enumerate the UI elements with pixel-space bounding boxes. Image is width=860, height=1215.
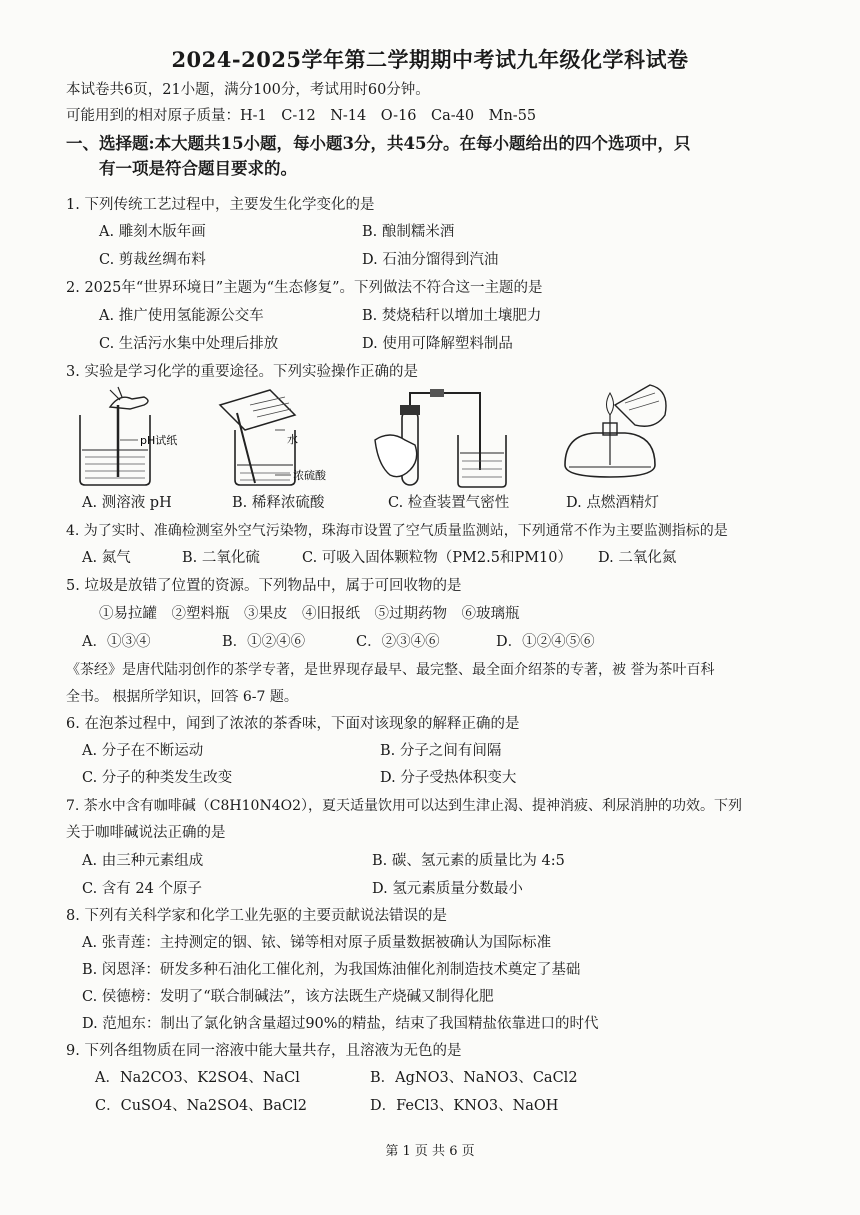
q7-option-b: B. 碳、氢元素的质量比为 4:5: [372, 853, 565, 869]
q4-option-d: D. 二氧化氮: [598, 550, 677, 566]
q7-option-c: C. 含有 24 个原子: [82, 881, 202, 897]
q2-option-c: C. 生活污水集中处理后排放: [99, 336, 279, 352]
q9-option-c: C．CuSO4、Na2SO4、BaCl2: [95, 1098, 307, 1114]
q6-option-a: A. 分子在不断运动: [82, 743, 204, 759]
q2-option-a: A. 推广使用氢能源公交车: [99, 308, 264, 324]
q3-option-a: A. 测溶液 pH: [82, 495, 172, 511]
q3-stem: 3. 实验是学习化学的重要途径。下列实验操作正确的是: [66, 364, 418, 380]
q3-option-b: B. 稀释浓硫酸: [232, 495, 325, 511]
figure-dilute-acid: [215, 385, 365, 490]
q6-option-b: B. 分子之间有间隔: [380, 743, 502, 759]
q3-option-d: D. 点燃酒精灯: [566, 495, 659, 511]
q9-option-b: B．AgNO3、NaNO3、CaCl2: [370, 1070, 578, 1086]
q6-stem: 6. 在泡茶过程中，闻到了浓浓的茶香味，下面对该现象的解释正确的是: [66, 716, 520, 732]
q5-option-c: C．②③④⑥: [356, 634, 440, 650]
q7-stem-2: 关于咖啡碱说法正确的是: [66, 825, 226, 841]
q4-option-c: C. 可吸入固体颗粒物（PM2.5和PM10）: [302, 550, 573, 566]
q2-option-b: B. 焚烧秸秆以增加土壤肥力: [362, 308, 542, 324]
q1-option-b: B. 酿制糯米酒: [362, 224, 455, 240]
q1-option-d: D. 石油分馏得到汽油: [362, 252, 499, 268]
q1-option-c: C. 剪裁丝绸布料: [99, 252, 206, 268]
q8-option-a: A. 张青莲：主持测定的铟、铱、锑等相对原子质量数据被确认为国际标准: [82, 935, 552, 951]
q1-option-a: A. 雕刻木版年画: [99, 224, 206, 240]
q9-option-a: A．Na2CO3、K2SO4、NaCl: [95, 1070, 300, 1086]
page-footer: 第 1 页 共 6 页: [385, 1144, 475, 1159]
q8-stem: 8. 下列有关科学家和化学工业先驱的主要贡献说法错误的是: [66, 908, 447, 924]
section-1-heading: 一、选择题:本大题共15小题，每小题3分，共45分。在每小题给出的四个选项中，只: [66, 134, 691, 153]
q4-option-b: B. 二氧化硫: [182, 550, 260, 566]
q7-option-a: A. 由三种元素组成: [82, 853, 204, 869]
q5-option-d: D．①②④⑤⑥: [496, 634, 595, 650]
q7-option-d: D. 氢元素质量分数最小: [372, 881, 523, 897]
label-sulfuric-acid: 浓硫酸: [293, 469, 326, 482]
q5-items: ①易拉罐 ②塑料瓶 ③果皮 ④旧报纸 ⑤过期药物 ⑥玻璃瓶: [99, 606, 520, 622]
q5-stem: 5. 垃圾是放错了位置的资源。下列物品中，属于可回收物的是: [66, 578, 462, 594]
q8-option-d: D. 范旭东：制出了氯化钠含量超过90%的精盐，结束了我国精盐依靠进口的时代: [82, 1016, 599, 1032]
q6-option-d: D. 分子受热体积变大: [380, 770, 517, 786]
q9-option-d: D．FeCl3、KNO3、NaOH: [370, 1098, 559, 1114]
q7-stem-1: 7. 茶水中含有咖啡碱（C8H10N4O2），夏天适量饮用可以达到生津止渴、提神消疲、利尿消肿的功效。下列: [66, 798, 742, 814]
q4-option-a: A. 氮气: [82, 550, 131, 566]
q8-option-c: C. 侯德榜：发明了“联合制碱法”，该方法既生产烧碱又制得化肥: [82, 989, 494, 1005]
label-water: 水: [287, 433, 298, 446]
intro-line-1: 本试卷共6页，21小题，满分100分，考试用时60分钟。: [66, 82, 430, 98]
q2-stem: 2. 2025年“世界环境日”主题为“生态修复”。下列做法不符合这一主题的是: [66, 280, 543, 296]
exam-title: 2024-2025学年第二学期期中考试九年级化学科试卷: [171, 47, 689, 72]
intro-line-2: 可能用到的相对原子质量：H-1 C-12 N-14 O-16 Ca-40 Mn-55: [66, 108, 537, 124]
q6-option-c: C. 分子的种类发生改变: [82, 770, 233, 786]
q3-option-c: C. 检查装置气密性: [388, 495, 510, 511]
q4-stem: 4. 为了实时、准确检测室外空气污染物，珠海市设置了空气质量监测站，下列通常不作为主要监测指标的是: [66, 523, 728, 539]
q5-option-a: A．①③④: [82, 634, 151, 650]
passage-line-2: 全书。 根据所学知识，回答 6-7 题。: [66, 689, 298, 705]
q1-stem: 1. 下列传统工艺过程中，主要发生化学变化的是: [66, 197, 375, 213]
q5-option-b: B．①②④⑥: [222, 634, 306, 650]
label-ph-paper: pH试纸: [140, 434, 178, 447]
q2-option-d: D. 使用可降解塑料制品: [362, 336, 513, 352]
q8-option-b: B. 闵恩泽：研发多种石油化工催化剂，为我国炼油催化剂制造技术奠定了基础: [82, 962, 581, 978]
figure-airtight-check: [370, 385, 520, 490]
q9-stem: 9. 下列各组物质在同一溶液中能大量共存，且溶液为无色的是: [66, 1043, 462, 1059]
figure-alcohol-lamp: [555, 375, 685, 490]
section-1-heading-cont: 有一项是符合题目要求的。: [99, 159, 297, 178]
passage-line-1: 《茶经》是唐代陆羽创作的茶学专著，是世界现存最早、最完整、最全面介绍茶的专著，被 誉为茶叶百科: [66, 662, 715, 678]
